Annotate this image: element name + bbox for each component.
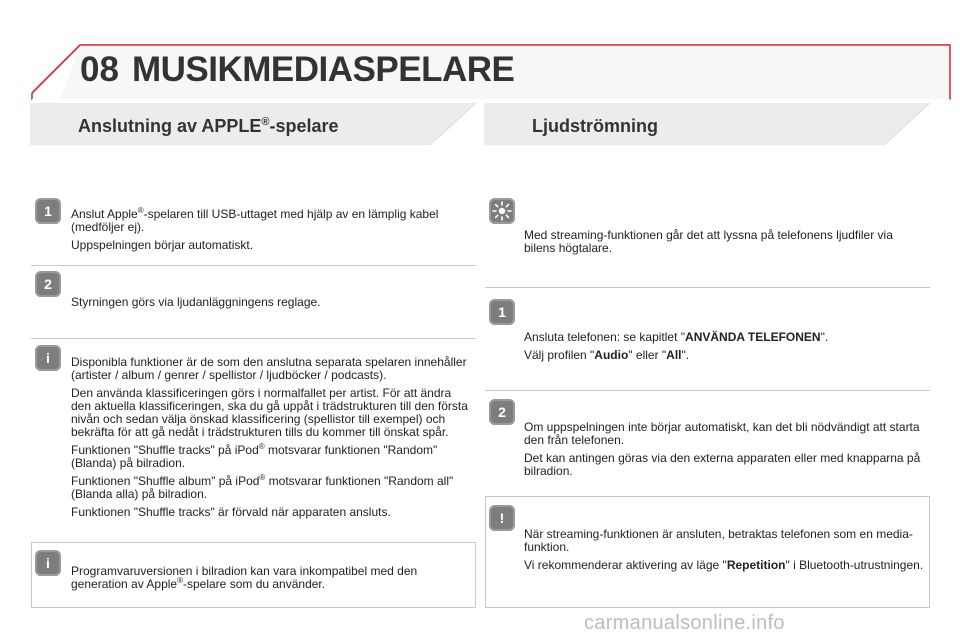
lightbulb-icon [489, 198, 515, 224]
chapter-number: 08 [80, 50, 119, 89]
step-2-badge-right: 2 [489, 399, 515, 425]
right-section-title: Ljudströmning [532, 116, 658, 136]
left-section-title: Anslutning av APPLE®-spelare [78, 116, 339, 136]
step-1-badge-right: 1 [489, 299, 515, 325]
left-box-2-text: Styrningen görs via ljudanläggningens reglage. [71, 295, 321, 309]
warning-icon: ! [489, 505, 515, 531]
watermark: carmanualsonline.info [584, 612, 785, 634]
left-box-3-text: Disponibla funktioner är de som den anslutna separata spelaren innehåller (artister / album / genrer / spellistor / ljudböcker / podcasts). Den använda klassificeringen görs i normalfallet per artist. För att ändra den aktuella klassificeringen, ska du gå uppåt i trädstrukturen till den första nivån och sedan välja önskad klassificering (spellistor till exempel) och bekräfta för att gå nedåt i trädstrukturen tills du kommer till önskat spår. Funktionen "Shuffle tracks" på iPod® motsvarar funktionen "Random" (Blanda) på bilradion. Funktionen "Shuffle album" på iPod® motsvarar funktionen "Random all" (Blanda alla) på bilradion. Funktionen "Shuffle tracks" är förvald när apparaten ansluts. [71, 355, 468, 519]
left-box-1-text: Anslut Apple®-spelaren till USB-uttaget med hjälp av en lämplig kabel (medföljer ej). Uppspelningen börjar automatiskt. [71, 206, 439, 252]
step-1-badge: 1 [35, 198, 61, 224]
info-icon: i [35, 345, 61, 371]
chapter-title: MUSIKMEDIASPELARE [132, 50, 515, 89]
left-box-4-text: Programvaruversionen i bilradion kan vara inkompatibel med den generation av Apple®-spelare som du använder. [71, 564, 418, 591]
right-box-1-text: Med streaming-funktionen går det att lyssna på telefonens ljudfiler via bilens högtalare. [524, 228, 893, 255]
step-2-badge: 2 [35, 271, 61, 297]
right-box-4-text: När streaming-funktionen är ansluten, betraktas telefonen som en media-funktion. Vi rekommenderar aktivering av läge "Repetition" i Bluetooth-utrustningen. [524, 527, 924, 572]
info-icon-2: i [35, 550, 61, 576]
right-box-3-text: Om uppspelningen inte börjar automatiskt, kan det bli nödvändigt att starta den från telefonen. Det kan antingen göras via den externa apparaten eller med knapparna på bilradion. [524, 420, 921, 478]
right-box-2-text: Ansluta telefonen: se kapitlet "ANVÄNDA TELEFONEN". Välj profilen "Audio" eller "All". [524, 330, 829, 362]
